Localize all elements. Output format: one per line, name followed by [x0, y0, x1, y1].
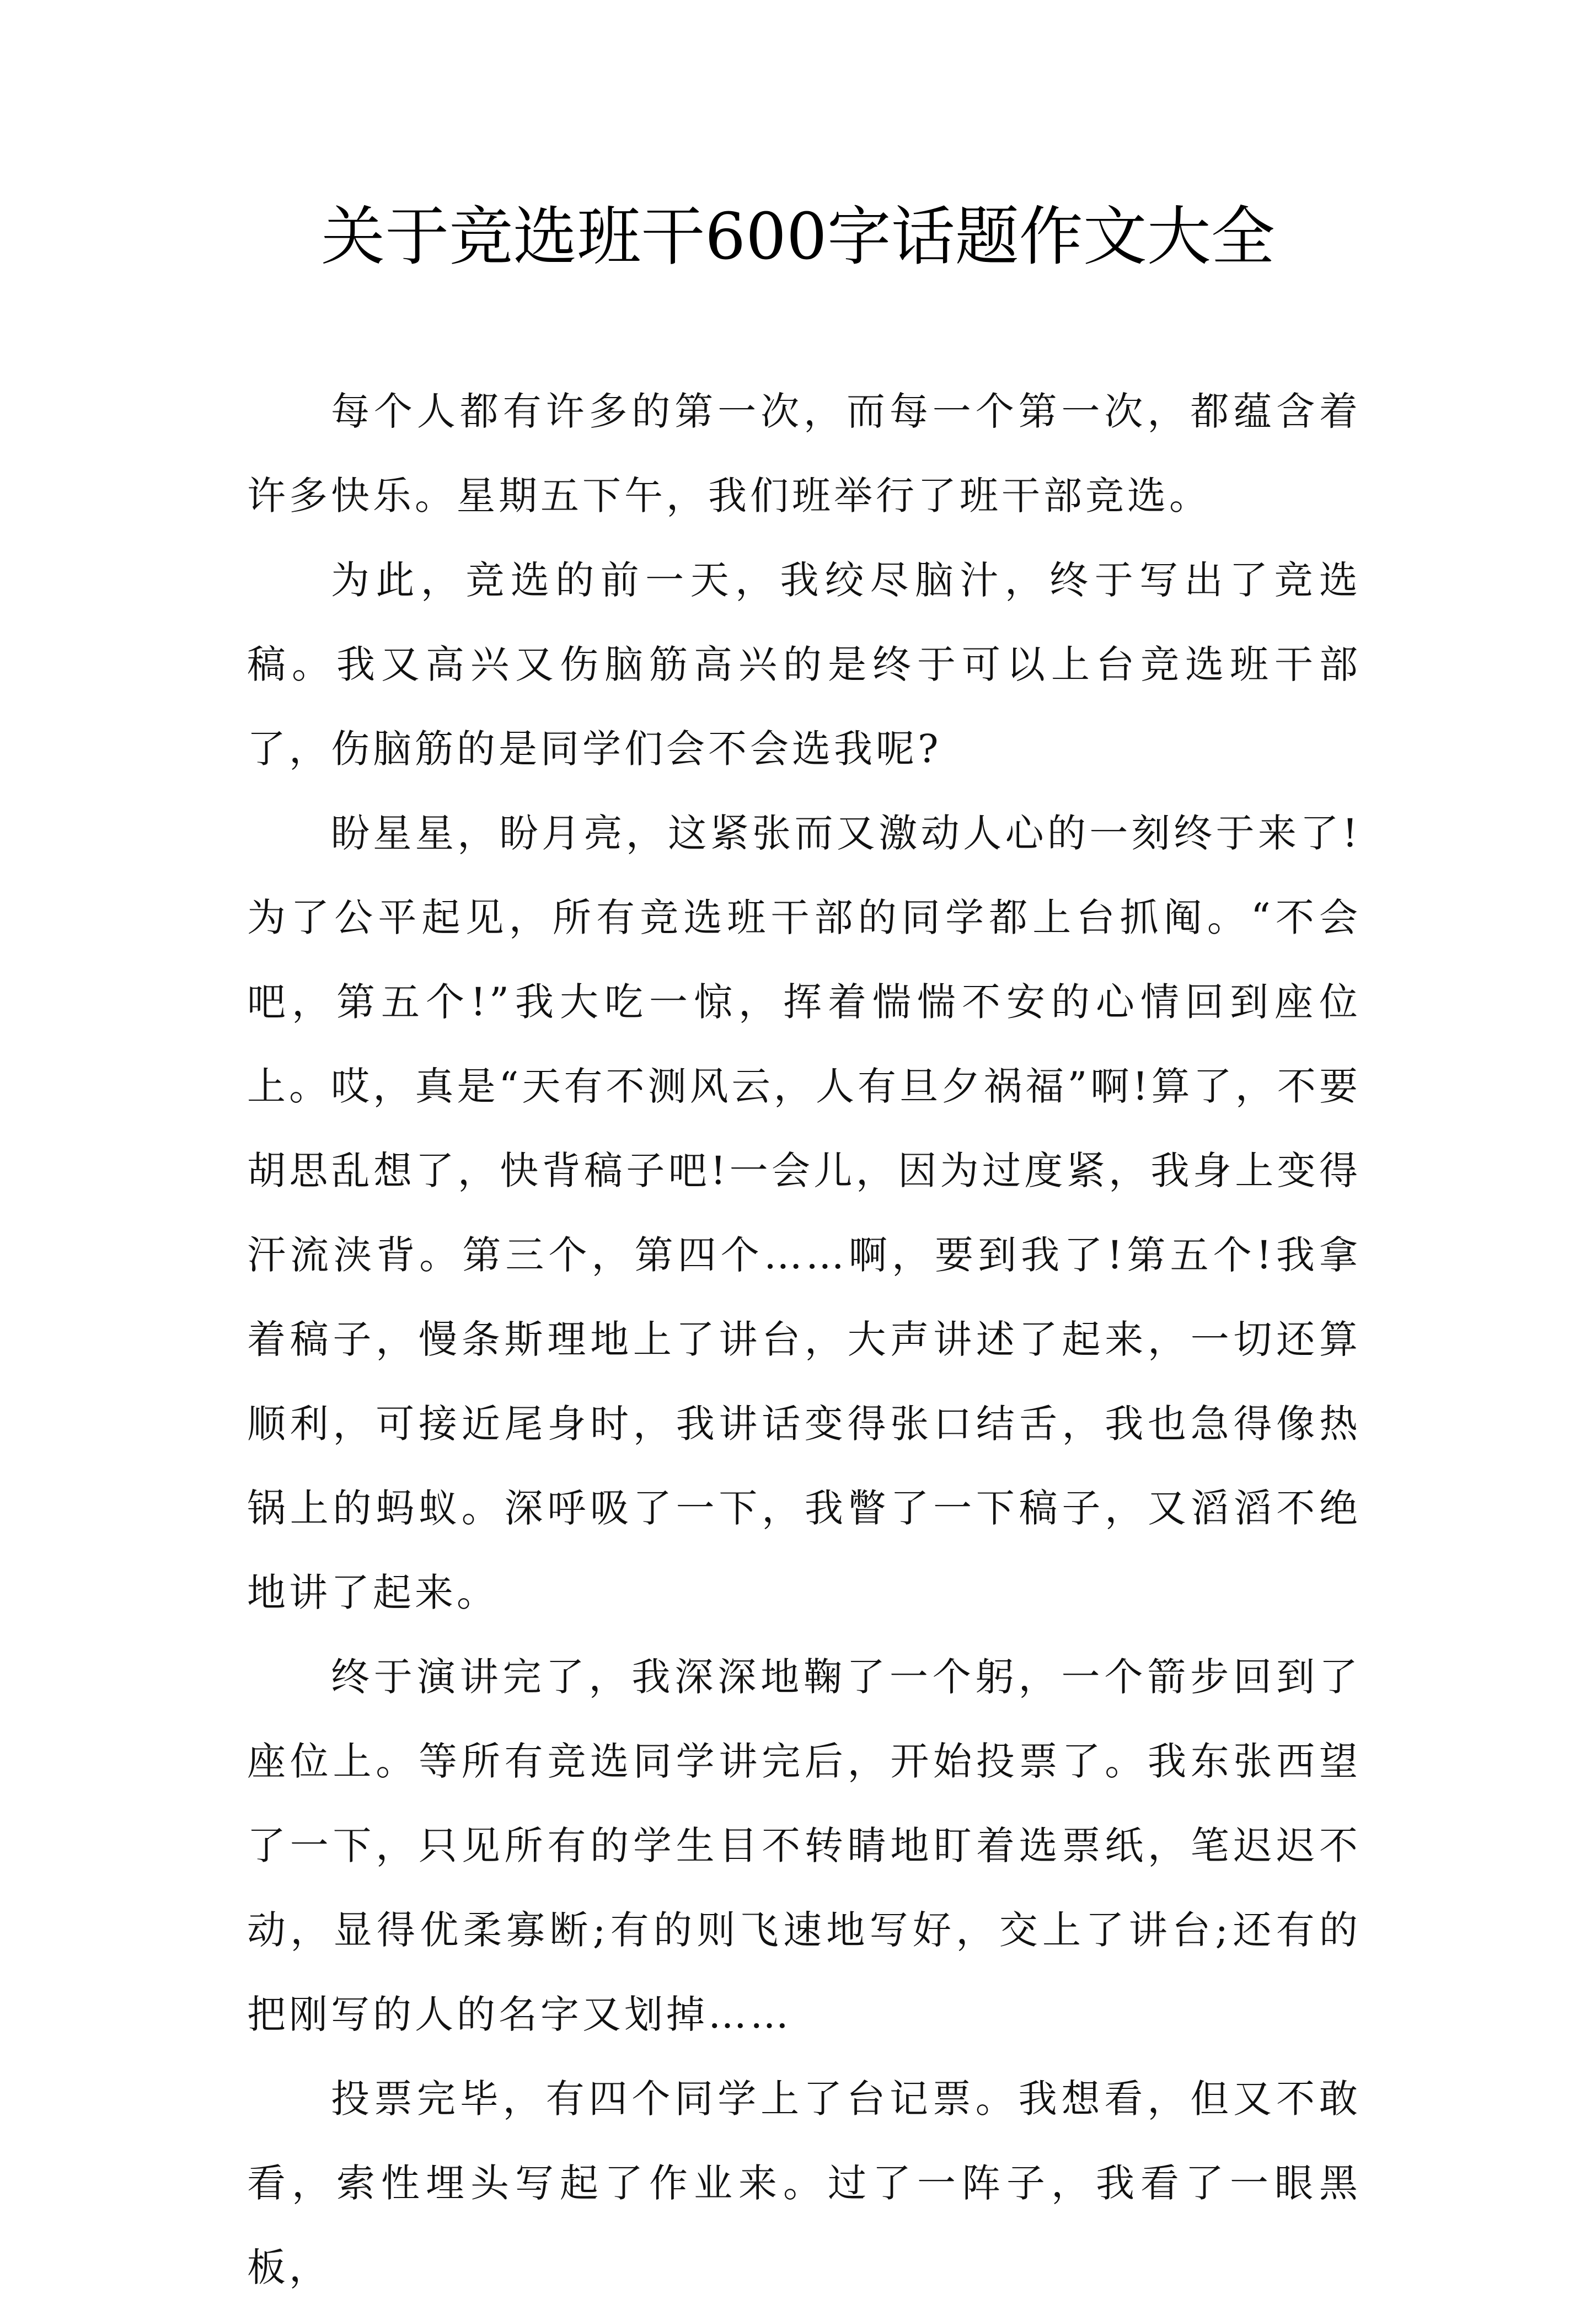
paragraph: 终于演讲完了，我深深地鞠了一个躬，一个箭步回到了座位上。等所有竞选同学讲完后，开始投票了。我东张西望了一下，只见所有的学生目不转睛地盯着选票纸，笔迟迟不动，显得优柔寡断;有的则飞速地写好，交上了讲台;还有的把刚写的人的名字又划掉……: [247, 1654, 1361, 2037]
paragraph: 盼星星，盼月亮，这紧张而又激动人心的一刻终于来了!为了公平起见，所有竞选班干部的同学都上台抓阄。“不会吧，第五个!”我大吃一惊，挥着惴惴不安的心情回到座位上。哎，真是“天有不测风云，人有旦夕祸福”啊!算了，不要胡思乱想了，快背稿子吧!一会儿，因为过度紧，我身上变得汗流浃背。第三个，第四个……啊，要到我了!第五个!我拿着稿子，慢条斯理地上了讲台，大声讲述了起来，一切还算顺利，可接近尾身时，我讲话变得张口结舌，我也急得像热锅上的蚂蚁。深呼吸了一下，我瞥了一下稿子，又滔滔不绝地讲了起来。: [247, 811, 1361, 1615]
paragraph: 为此，竞选的前一天，我绞尽脑汁，终于写出了竞选稿。我又高兴又伤脑筋高兴的是终于可以上台竞选班干部了，伤脑筋的是同学们会不会选我呢?: [247, 558, 1361, 771]
document-body: [247, 369, 1361, 2310]
paragraph: 投票完毕，有四个同学上了台记票。我想看，但又不敢看，索性埋头写起了作业来。过了一阵子，我看了一眼黑板，: [247, 2076, 1361, 2290]
document-title: 关于竞选班干600字话题作文大全: [321, 200, 1275, 274]
paragraph: 每个人都有许多的第一次，而每一个第一次，都蕴含着许多快乐。星期五下午，我们班举行了班干部竞选。: [247, 389, 1361, 518]
